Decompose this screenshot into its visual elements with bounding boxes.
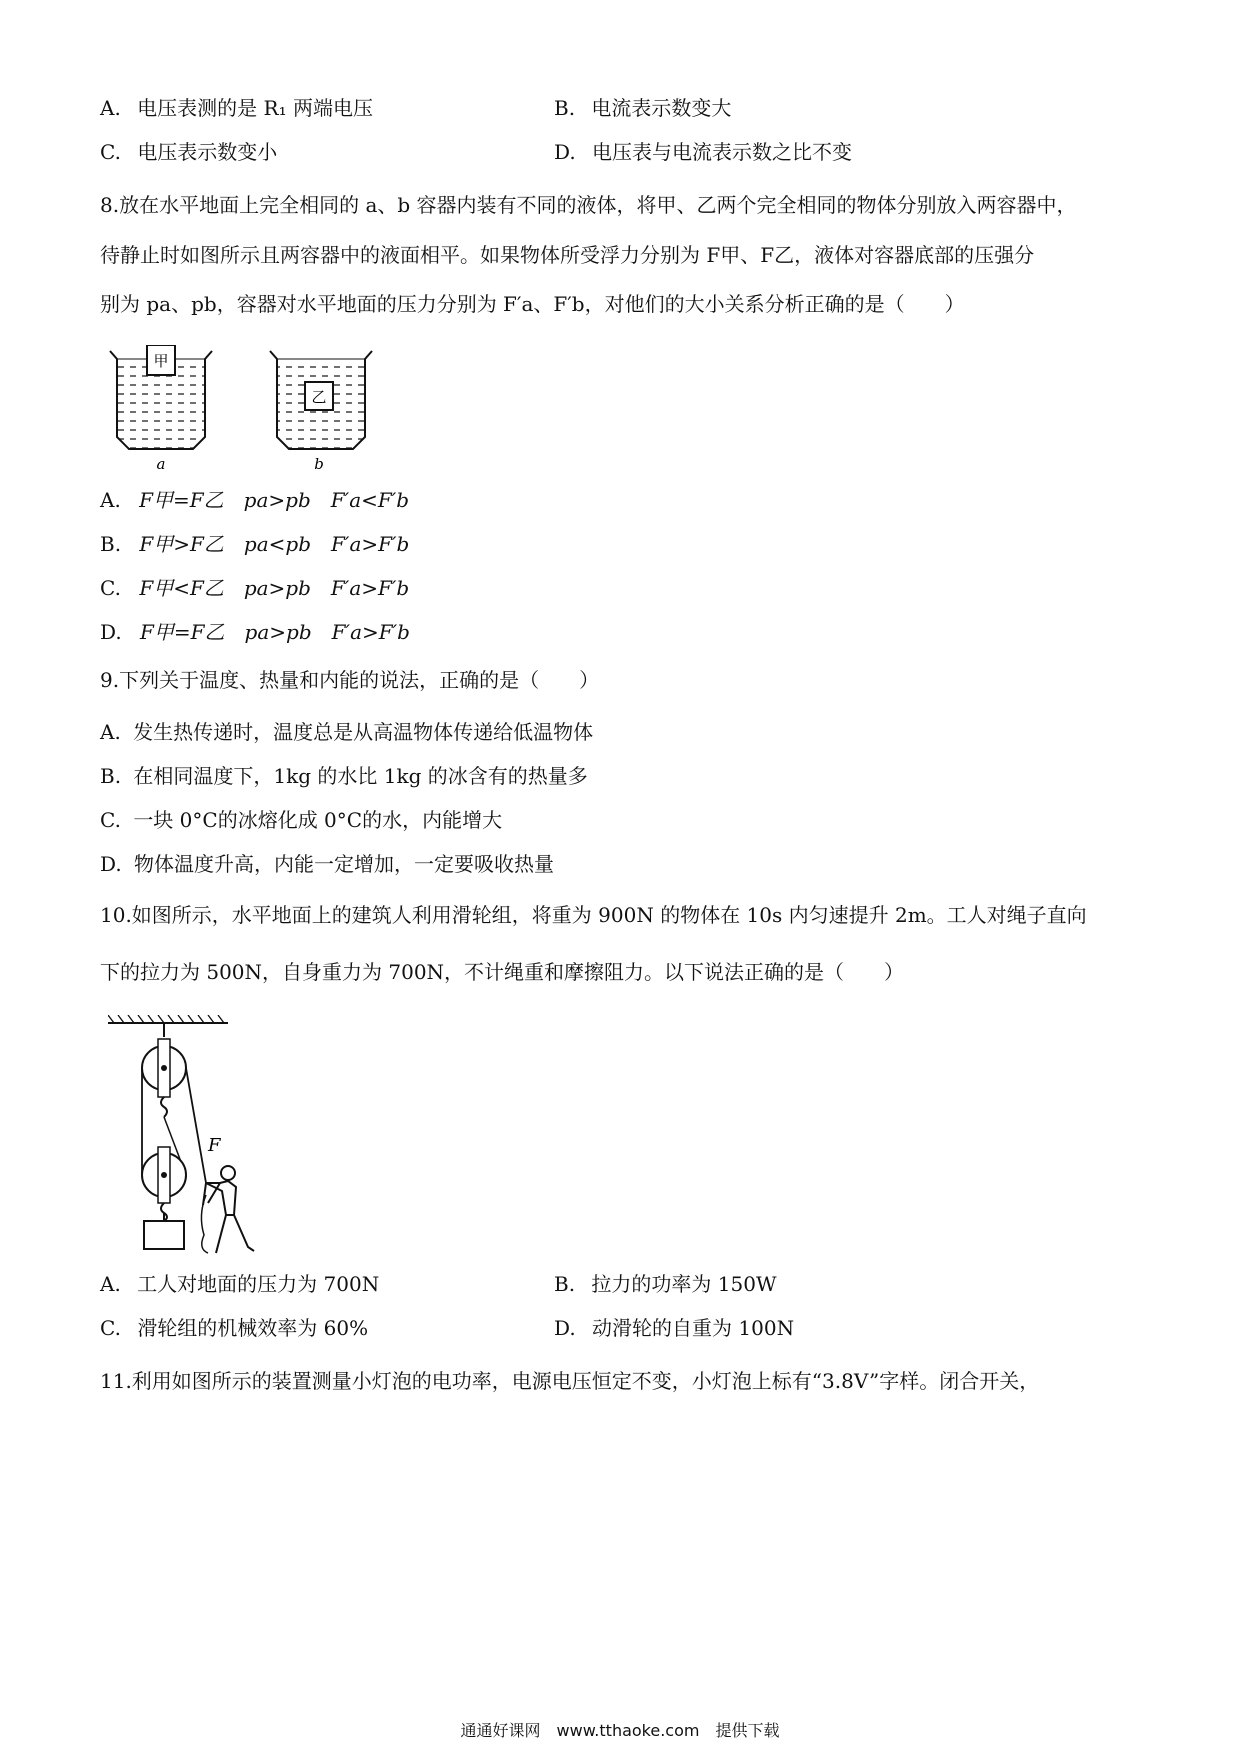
option-letter: B. — [554, 1272, 576, 1296]
option-text: F甲>F乙 pa<pb F′a>F′b — [139, 532, 410, 556]
option-text: 动滑轮的自重为 100N — [592, 1316, 795, 1340]
option-letter: C. — [100, 808, 121, 832]
q10-option-c — [100, 1316, 368, 1340]
force-label: F — [208, 1135, 221, 1156]
container-b-label: b — [314, 455, 324, 473]
q10-option-d — [554, 1316, 794, 1340]
option-letter: D. — [554, 140, 576, 164]
q8-containers-figure — [105, 345, 395, 475]
option-letter: A. — [100, 488, 121, 512]
option-letter: D. — [100, 852, 122, 876]
q8-option-a — [100, 488, 409, 512]
option-letter: B. — [554, 96, 576, 120]
q9-option-c — [100, 808, 502, 832]
option-text: 电压表测的是 R₁ 两端电压 — [137, 96, 373, 120]
load-block — [144, 1221, 184, 1249]
q11-stem-line1: 11.利用如图所示的装置测量小灯泡的电功率，电源电压恒定不变，小灯泡上标有“3.8V”字样。闭合开关， — [100, 1369, 1040, 1393]
q8-stem-line3: 别为 pa、pb，容器对水平地面的压力分别为 F′a、F′b，对他们的大小关系分析正确的是（ ） — [100, 292, 965, 316]
option-letter: B. — [100, 532, 122, 556]
option-text: 电压表示数变小 — [137, 140, 278, 164]
worker — [201, 1166, 254, 1253]
q8-option-b — [100, 532, 409, 556]
option-text: 电压表与电流表示数之比不变 — [592, 140, 853, 164]
container-a-label: a — [156, 455, 166, 473]
option-text: 发生热传递时，温度总是从高温物体传递给低温物体 — [133, 720, 594, 744]
object-jia-label: 甲 — [153, 352, 169, 370]
option-letter: A. — [100, 720, 121, 744]
option-letter: C. — [100, 140, 121, 164]
option-letter: B. — [100, 764, 122, 788]
q10-stem-line2: 下的拉力为 500N，自身重力为 700N，不计绳重和摩擦阻力。以下说法正确的是（ ） — [100, 960, 905, 984]
container-b — [270, 351, 372, 473]
q9-stem: 9.下列关于温度、热量和内能的说法，正确的是（ ） — [100, 668, 600, 692]
q7-option-d — [554, 140, 852, 164]
container-a — [110, 345, 212, 473]
q8-option-c — [100, 576, 409, 600]
option-letter: C. — [100, 1316, 121, 1340]
page-footer: 通通好课网 www.tthaoke.com 提供下载 — [460, 1721, 780, 1740]
option-text: 滑轮组的机械效率为 60% — [137, 1316, 369, 1340]
movable-pulley — [142, 1147, 186, 1221]
option-text: F甲=F乙 pa>pb F′a>F′b — [140, 620, 410, 644]
q7-option-a — [100, 96, 373, 120]
option-text: 工人对地面的压力为 700N — [137, 1272, 380, 1296]
q7-option-b — [554, 96, 731, 120]
q9-option-a — [100, 720, 593, 744]
option-text: 在相同温度下，1kg 的水比 1kg 的冰含有的热量多 — [133, 764, 588, 788]
option-letter: D. — [100, 620, 122, 644]
option-letter: A. — [100, 96, 121, 120]
q9-option-d — [100, 852, 554, 876]
q10-option-a — [100, 1272, 379, 1296]
q9-option-b — [100, 764, 588, 788]
object-yi-label: 乙 — [311, 388, 327, 406]
q8-stem-line2: 待静止时如图所示且两容器中的液面相平。如果物体所受浮力分别为 F甲、F乙，液体对容器底部的压强分 — [100, 243, 1035, 267]
option-text: 一块 0°C的冰熔化成 0°C的水，内能增大 — [133, 808, 503, 832]
option-text: 物体温度升高，内能一定增加，一定要吸收热量 — [134, 852, 555, 876]
option-text: F甲=F乙 pa>pb F′a<F′b — [139, 488, 410, 512]
option-text: 电流表示数变大 — [591, 96, 732, 120]
fixed-pulley — [142, 1023, 186, 1117]
q10-option-b — [554, 1272, 777, 1296]
option-letter: D. — [554, 1316, 576, 1340]
q10-stem-line1: 10.如图所示，水平地面上的建筑人利用滑轮组，将重为 900N 的物体在 10s 内匀速提升 2m。工人对绳子直向 — [100, 903, 1087, 927]
q8-stem-line1: 8.放在水平地面上完全相同的 a、b 容器内装有不同的液体，将甲、乙两个完全相同的物体分别放入两容器中， — [100, 193, 1077, 217]
option-text: F甲<F乙 pa>pb F′a>F′b — [139, 576, 410, 600]
q7-option-c — [100, 140, 277, 164]
q10-pulley-figure — [108, 1015, 288, 1260]
q8-option-d — [100, 620, 410, 644]
option-text: 拉力的功率为 150W — [591, 1272, 777, 1296]
option-letter: A. — [100, 1272, 121, 1296]
option-letter: C. — [100, 576, 121, 600]
